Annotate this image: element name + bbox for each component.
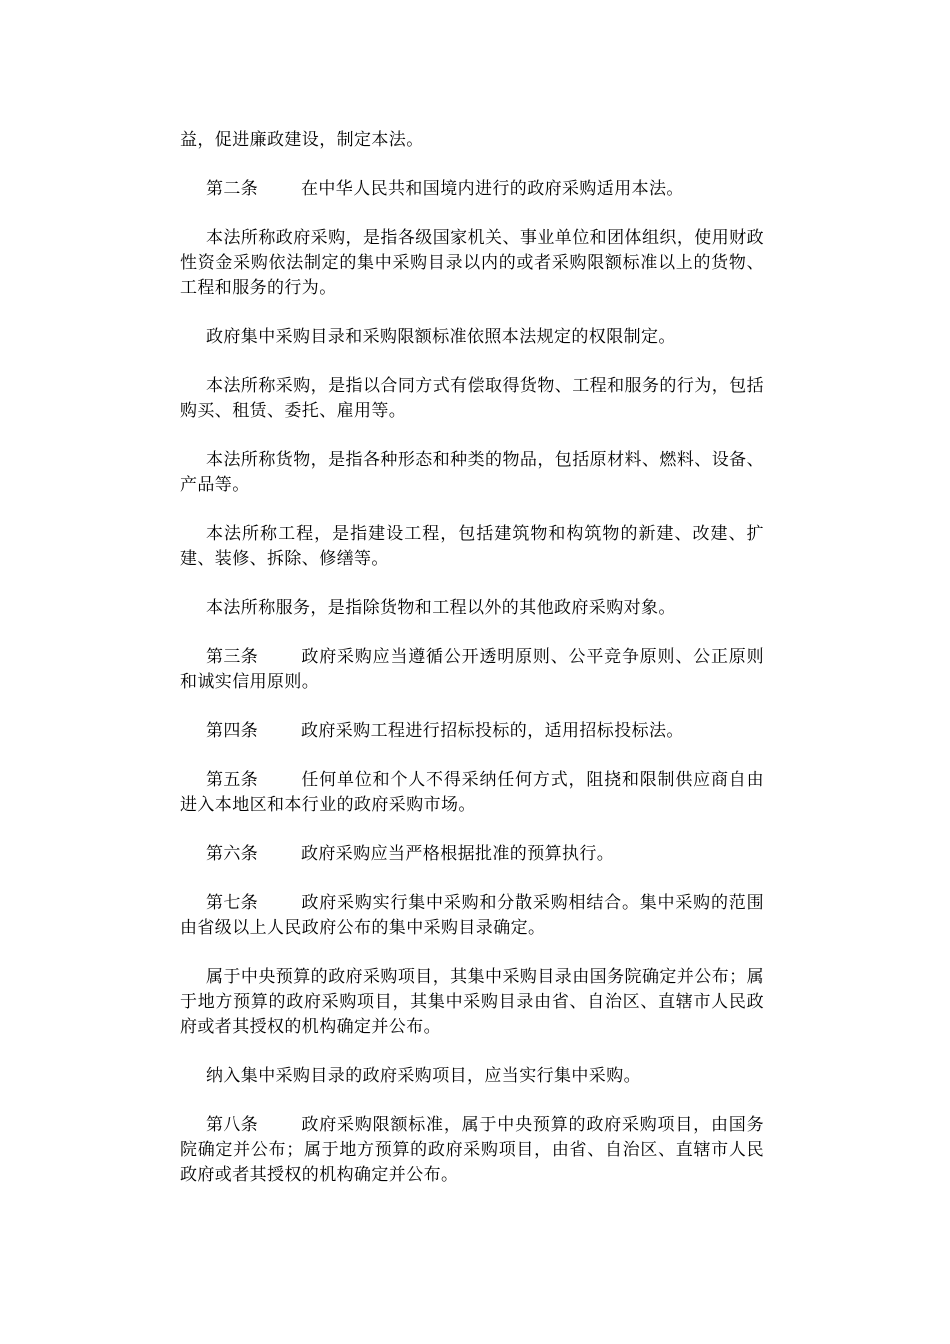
article-paragraph <box>180 1113 764 1188</box>
paragraph <box>180 226 764 301</box>
paragraph-text: 本法所称工程，是指建设工程，包括建筑物和构筑物的新建、改建、扩建、装修、拆除、修缮等。 <box>180 524 764 569</box>
article-number: 第三条 <box>206 647 259 667</box>
article-number: 第六条 <box>206 844 259 864</box>
paragraph-text: 政府集中采购目录和采购限额标准依照本法规定的权限制定。 <box>206 327 676 347</box>
article-paragraph <box>180 719 764 744</box>
paragraph-text: 纳入集中采购目录的政府采购项目，应当实行集中采购。 <box>206 1066 641 1086</box>
paragraph-text: 政府采购应当遵循公开透明原则、公平竞争原则、公正原则和诚实信用原则。 <box>180 647 764 692</box>
paragraph <box>180 325 764 350</box>
article-number: 第八条 <box>206 1115 259 1135</box>
paragraph-text: 在中华人民共和国境内进行的政府采购适用本法。 <box>301 179 684 199</box>
paragraph-text: 本法所称货物，是指各种形态和种类的物品，包括原材料、燃料、设备、产品等。 <box>180 450 764 495</box>
paragraph-text: 政府采购实行集中采购和分散采购相结合。集中采购的范围由省级以上人民政府公布的集中采购目录确定。 <box>180 893 764 938</box>
paragraph-text: 政府采购限额标准，属于中央预算的政府采购项目，由国务院确定并公布；属于地方预算的政府采购项目，由省、自治区、直辖市人民政府或者其授权的机构确定并公布。 <box>180 1115 764 1185</box>
paragraph-text: 属于中央预算的政府采购项目，其集中采购目录由国务院确定并公布；属于地方预算的政府采购项目，其集中采购目录由省、自治区、直辖市人民政府或者其授权的机构确定并公布。 <box>180 967 764 1037</box>
paragraph <box>180 1064 764 1089</box>
article-paragraph <box>180 177 764 202</box>
paragraph <box>180 128 764 153</box>
paragraph <box>180 596 764 621</box>
paragraph <box>180 965 764 1040</box>
article-number: 第五条 <box>206 770 259 790</box>
paragraph <box>180 374 764 424</box>
paragraph-text: 本法所称政府采购，是指各级国家机关、事业单位和团体组织，使用财政性资金采购依法制定的集中采购目录以内的或者采购限额标准以上的货物、工程和服务的行为。 <box>180 228 764 298</box>
article-paragraph <box>180 842 764 867</box>
paragraph-text: 任何单位和个人不得采纳任何方式，阻挠和限制供应商自由进入本地区和本行业的政府采购市场。 <box>180 770 764 815</box>
article-number: 第七条 <box>206 893 259 913</box>
paragraph-text: 政府采购工程进行招标投标的，适用招标投标法。 <box>301 721 684 741</box>
article-paragraph <box>180 891 764 941</box>
paragraph-text: 政府采购应当严格根据批准的预算执行。 <box>301 844 615 864</box>
article-paragraph <box>180 768 764 818</box>
article-paragraph <box>180 645 764 695</box>
document-page <box>180 128 764 1212</box>
article-number: 第四条 <box>206 721 259 741</box>
paragraph-text: 本法所称采购，是指以合同方式有偿取得货物、工程和服务的行为，包括购买、租赁、委托、雇用等。 <box>180 376 764 421</box>
paragraph-text: 本法所称服务，是指除货物和工程以外的其他政府采购对象。 <box>206 598 676 618</box>
paragraph-text: 益，促进廉政建设，制定本法。 <box>180 130 424 150</box>
paragraph <box>180 522 764 572</box>
article-number: 第二条 <box>206 179 259 199</box>
paragraph <box>180 448 764 498</box>
